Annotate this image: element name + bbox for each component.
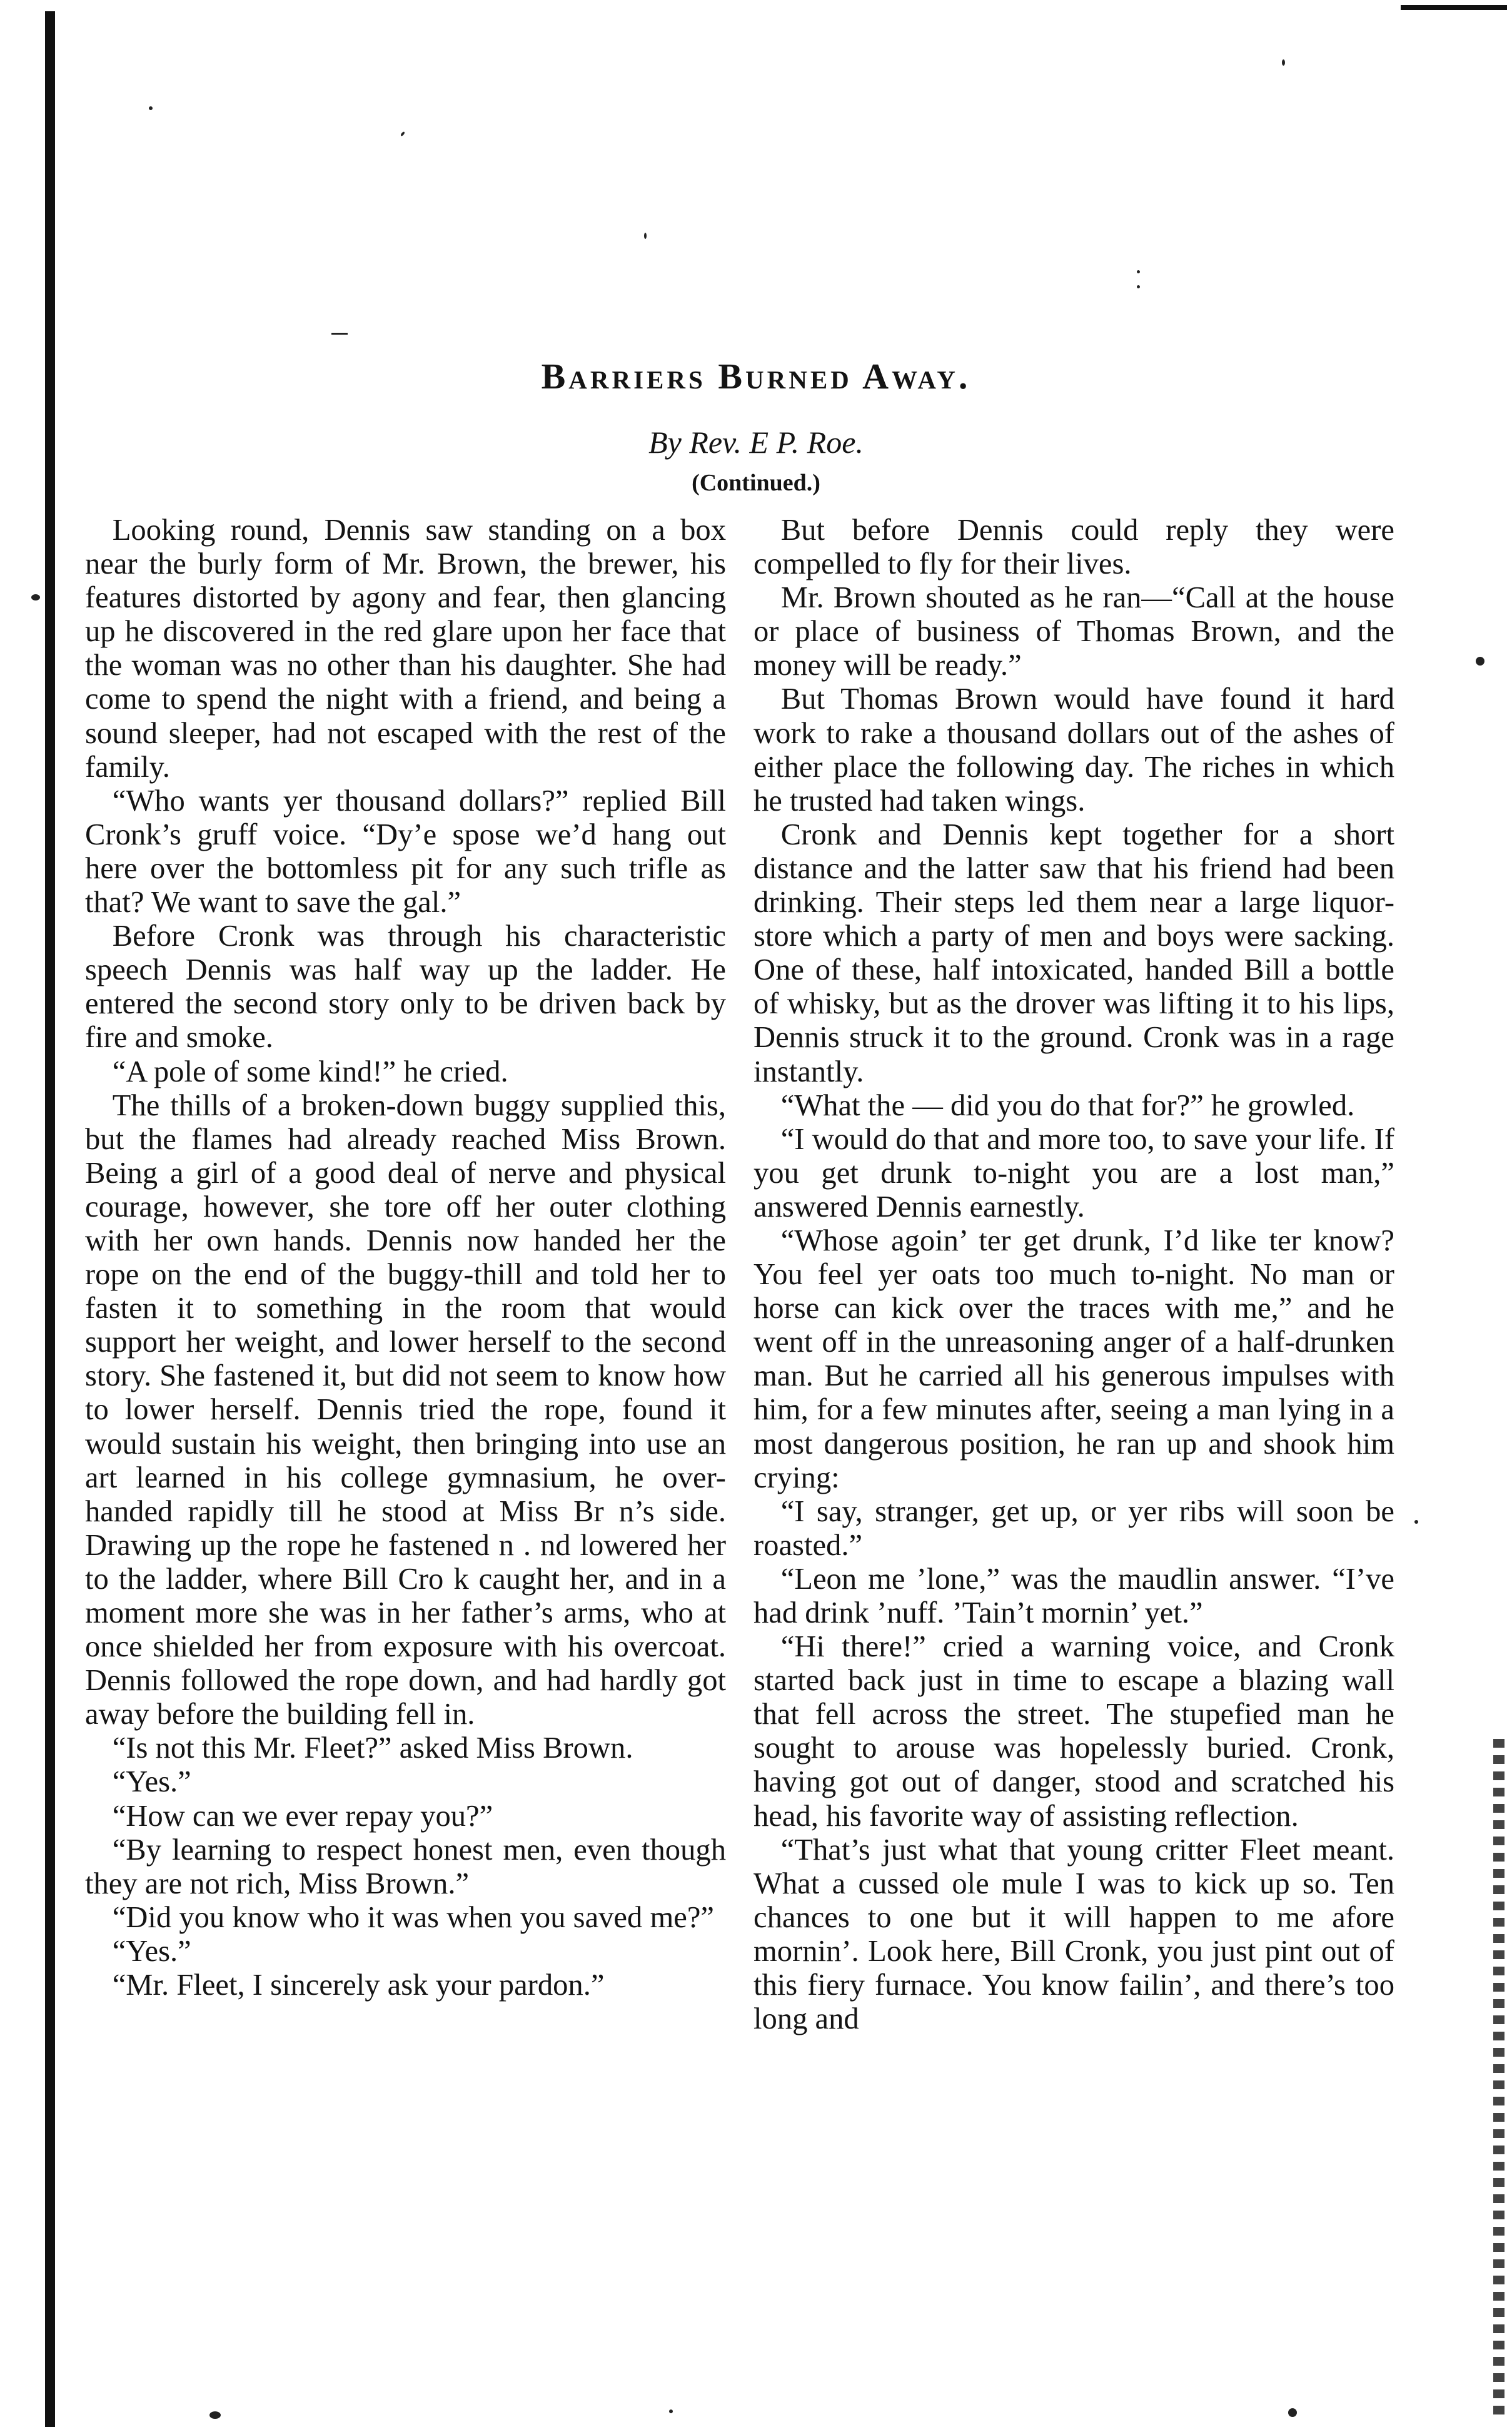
paragraph: “How can we ever repay you?” — [112, 1798, 493, 1833]
paragraph: “Did you know who it was when you saved me?” — [112, 1900, 714, 1934]
ink-speck — [1288, 2408, 1297, 2417]
paragraph: Before Cronk was through his characteristic speech Dennis was half way up the ladder. He entered the second story only to be driven back by fire and smoke. — [85, 919, 726, 1055]
ink-speck — [1414, 1520, 1418, 1524]
left-text-column — [85, 513, 726, 2002]
ink-speck — [31, 594, 40, 600]
paragraph: “Whose agoin’ ter get drunk, I’d like ter know? You feel yer oats too much to-night. No man or horse can kick over the traces with me,” and he went off in the unreasoning anger of a half-drunken man. But he carried all his generous impulses with him, for a few minutes after, seeing a man lying in a most dangerous position, he ran up and shook him crying: — [753, 1223, 1394, 1494]
ink-speck — [1137, 270, 1140, 273]
right-edge-perforation — [1493, 1739, 1504, 2414]
ink-speck — [644, 233, 647, 239]
article-byline: By Rev. E P. Roe. — [648, 425, 864, 460]
paragraph: “A pole of some kind!” he cried. — [112, 1054, 508, 1088]
ink-speck — [331, 333, 348, 335]
paragraph: “By learning to respect honest men, even though they are not rich, Miss Brown.” — [85, 1832, 726, 1900]
article-title: Barriers Burned Away. — [541, 356, 971, 397]
continued-label: (Continued.) — [692, 470, 820, 496]
paragraph: “Leon me ’lone,” was the maudlin answer. “I’ve had drink ’nuff. ’Tain’t mornin’ yet.” — [753, 1561, 1394, 1629]
ink-speck — [1137, 285, 1140, 288]
paragraph: Cronk and Dennis kept together for a short distance and the latter saw that his friend had been drinking. Their steps led them near a large liquor-store which a party of men and boys were sacking. One of these, half intoxicated, handed Bill a bottle of whisky, but as the drover was lifting it to his lips, Dennis struck it to the ground. Cronk was in a rage instantly. — [753, 817, 1394, 1088]
paragraph: “Is not this Mr. Fleet?” asked Miss Brown. — [112, 1731, 633, 1765]
ink-speck — [669, 2409, 673, 2413]
paragraph: Mr. Brown shouted as he ran—“Call at the house or place of business of Thomas Brown, and the money will be ready.” — [753, 580, 1394, 682]
top-corner-rule — [1401, 5, 1507, 10]
ink-speck — [209, 2411, 221, 2419]
ink-speck — [1476, 657, 1484, 666]
ink-speck — [1282, 59, 1285, 66]
ink-speck — [149, 106, 153, 110]
paragraph: “Hi there!” cried a warning voice, and Cronk started back just in time to escape a blazing wall that fell across the street. The stupefied man he sought to arouse was hopelessly buried. Cronk, having got out of danger, stood and scratched his head, his favorite way of assisting reflection. — [753, 1629, 1394, 1833]
paragraph: Looking round, Dennis saw standing on a box near the burly form of Mr. Brown, the brewer, his features distorted by agony and fear, then glancing up he discovered in the red glare upon her face that the woman was no other than his daughter. She had come to spend the night with a friend, and being a sound sleeper, had not escaped with the rest of the family. — [85, 513, 726, 784]
paragraph: “Mr. Fleet, I sincerely ask your pardon.” — [112, 1968, 605, 2002]
paragraph: The thills of a broken-down buggy supplied this, but the flames had already reached Miss Brown. Being a girl of a good deal of nerve and physical courage, however, she tore off her outer clothing with her own hands. Dennis now handed her the rope on the end of the buggy-thill and told her to fasten it to something in the room that would support her weight, and lower herself to the second story. She fastened it, but did not seem to know how to lower herself. Dennis tried the rope, found it would sustain his weight, then bringing into use an art learned in his college gymnasium, he over-handed rapidly till he stood at Miss Br n’s side. Drawing up the rope he fastened n . nd lowered her to the ladder, where Bill Cro k caught her, and in a moment more she was in her father’s arms, who at once shielded her from exposure with his overcoat. Dennis followed the rope down, and had hardly got away before the building fell in. — [85, 1088, 726, 1731]
paragraph: But Thomas Brown would have found it hard work to rake a thousand dollars out of the ashes of either place the following day. The riches in which he trusted had taken wings. — [753, 682, 1394, 818]
paragraph: “Who wants yer thousand dollars?” replied Bill Cronk’s gruff voice. “Dy’e spose we’d hang out here over the bottomless pit for any such trifle as that? We want to save the gal.” — [85, 783, 726, 920]
paragraph: “What the — did you do that for?” he growled. — [780, 1088, 1355, 1122]
right-text-column — [753, 513, 1394, 2035]
paragraph: “Yes.” — [112, 1933, 191, 1968]
ink-speck — [400, 131, 405, 137]
paragraph: “That’s just what that young critter Fleet meant. What a cussed ole mule I was to kick up so. Ten chances to one but it will happen to me afore mornin’. Look here, Bill Cronk, you just pint out of this fiery furnace. You know failin’, and there’s too long and — [753, 1832, 1394, 2036]
paragraph: “I would do that and more too, to save your life. If you get drunk to-night you are a lost man,” answered Dennis earnestly. — [753, 1122, 1394, 1224]
paragraph: “I say, stranger, get up, or yer ribs will soon be roasted.” — [753, 1494, 1394, 1562]
paragraph: “Yes.” — [112, 1765, 191, 1799]
paragraph: But before Dennis could reply they were compelled to fly for their lives. — [753, 513, 1394, 581]
